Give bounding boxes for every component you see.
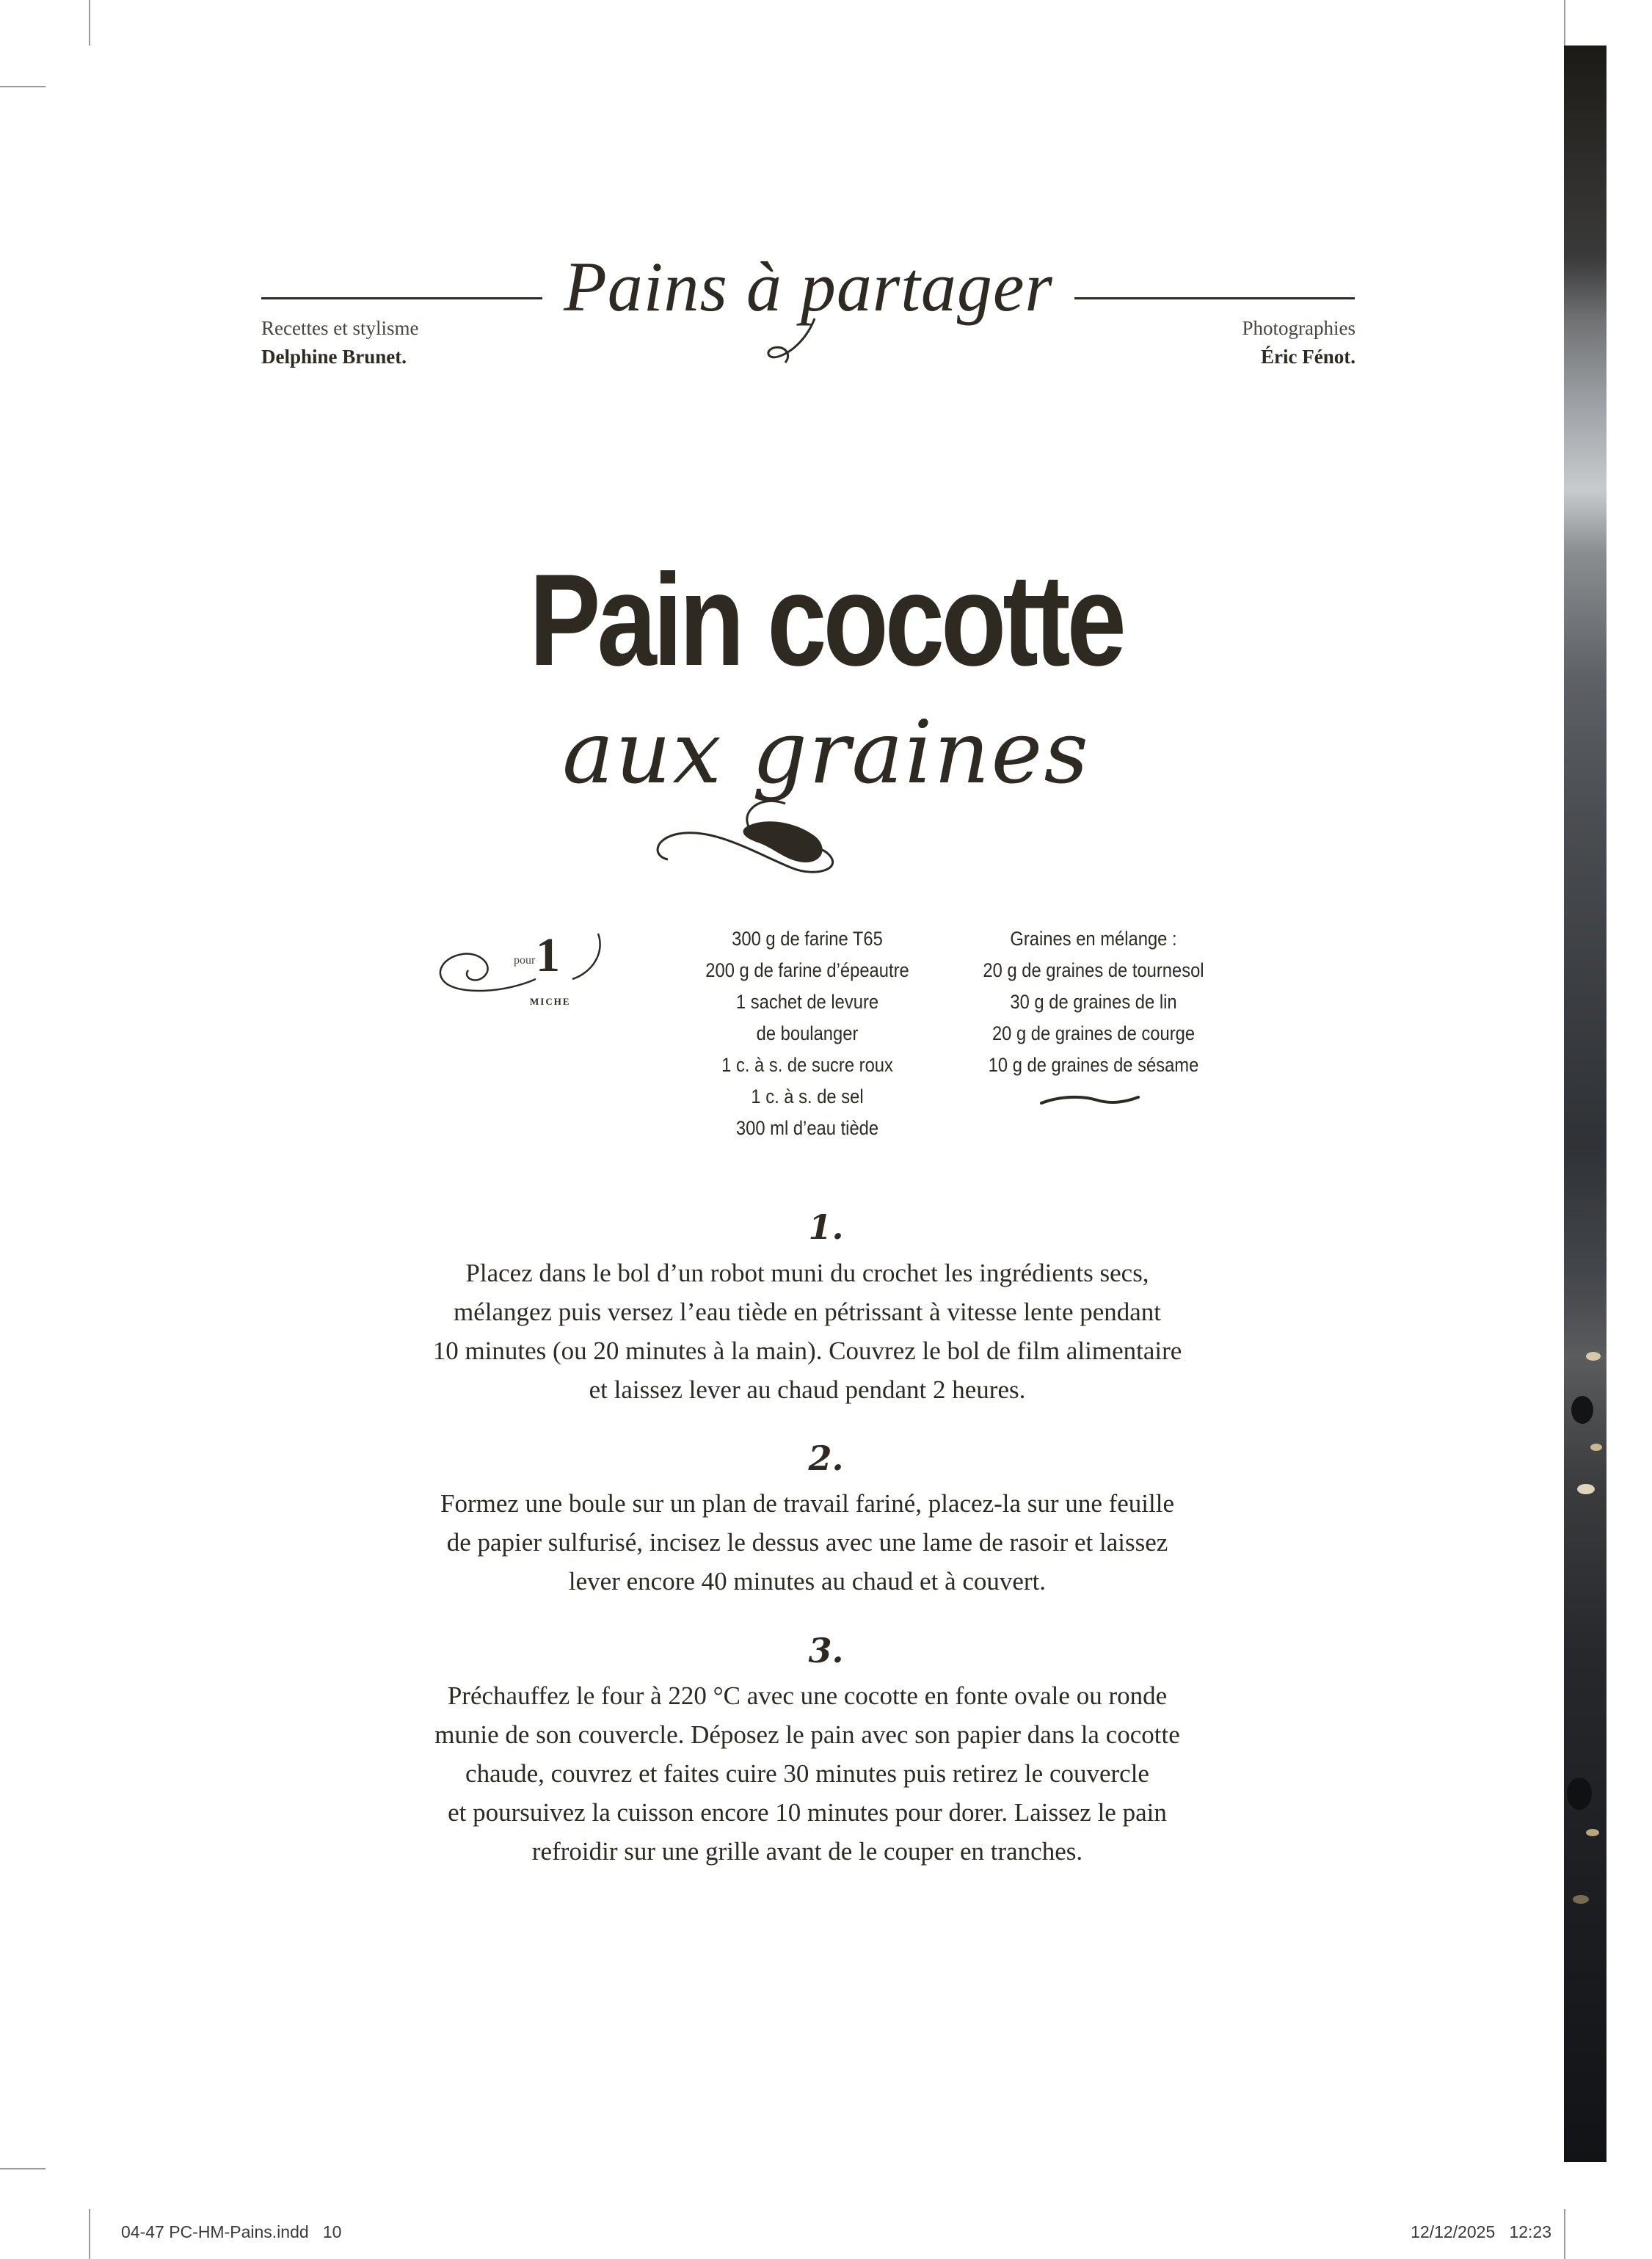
step-1-text [330, 1254, 1284, 1409]
crop-mark-top-right [1564, 0, 1565, 46]
ingredient-item: 30 g de graines de lin [1010, 991, 1177, 1013]
recipe-title: Pain cocotte [529, 547, 1123, 693]
ingredient-item: 300 g de farine T65 [732, 928, 883, 950]
left-credit-name: Delphine Brunet. [261, 346, 407, 368]
right-credit-label: Photographies [1242, 317, 1356, 339]
ingredient-item: 200 g de farine d’épeautre [705, 959, 909, 981]
header-rule-left [261, 297, 542, 299]
seed-decoration [1573, 1895, 1589, 1904]
recipe-subtitle: aux graines [562, 702, 1090, 803]
ingredient-item: 10 g de graines de sésame [988, 1054, 1199, 1076]
step-line: chaude, couvrez et faites cuire 30 minutes puis retirez le couvercle [465, 1759, 1149, 1788]
step-3-number: 3. [808, 1631, 844, 1670]
ingredient-item: 1 sachet de levure [735, 991, 879, 1013]
step-line: lever encore 40 minutes au chaud et à couvert. [568, 1567, 1047, 1596]
footer-date-slug: 12/12/2025 12:23 [1411, 2222, 1551, 2241]
ingredient-item: 20 g de graines de tournesol [983, 959, 1204, 981]
section-title-flourish [763, 316, 829, 367]
serving-pour: pour [514, 954, 536, 967]
right-credit-name: Éric Fénot. [1261, 346, 1356, 368]
step-line: Placez dans le bol d’un robot muni du crochet les ingrédients secs, [465, 1259, 1149, 1287]
ingredient-heading: Graines en mélange : [1010, 928, 1177, 950]
photo-bleed-strip [1564, 46, 1606, 2162]
ingredient-item: 300 ml d’eau tiède [735, 1117, 879, 1139]
ingredients-column-1 [697, 923, 917, 1144]
seed-decoration [1567, 1778, 1592, 1810]
step-line: munie de son couvercle. Déposez le pain avec son papier dans la cocotte [434, 1720, 1180, 1749]
crop-mark-left-top [0, 86, 46, 87]
footer-file-slug: 04-47 PC-HM-Pains.indd 10 [121, 2222, 342, 2241]
step-2-number: 2. [808, 1438, 844, 1478]
ingredient-item: 20 g de graines de courge [991, 1022, 1196, 1044]
step-line: Formez une boule sur un plan de travail fariné, placez-la sur une feuille [440, 1489, 1174, 1518]
ingredients-swash [1038, 1091, 1141, 1109]
step-line: et poursuivez la cuisson encore 10 minutes pour dorer. Laissez le pain [448, 1798, 1167, 1827]
seed-decoration [1586, 1829, 1599, 1836]
crop-mark-bottom-right [1564, 2209, 1565, 2259]
step-line: mélangez puis versez l’eau tiède en pétrissant à vitesse lente pendant [453, 1298, 1162, 1326]
step-line: refroidir sur une grille avant de le couper en tranches. [531, 1837, 1083, 1866]
step-2-text [330, 1484, 1284, 1601]
ingredient-item: 1 c. à s. de sucre roux [721, 1054, 893, 1076]
seed-decoration [1586, 1352, 1601, 1361]
header-rule-right [1074, 297, 1355, 299]
step-3-text [330, 1676, 1284, 1871]
seed-decoration [1571, 1396, 1593, 1424]
ingredients-column-2 [971, 923, 1216, 1081]
serving-flourish [433, 925, 616, 1013]
crop-mark-bottom-left [89, 2209, 90, 2259]
serving-number: 1 [536, 928, 560, 982]
title-swash-ornament [646, 796, 873, 877]
step-line: Préchauffez le four à 220 °C avec une cocotte en fonte ovale ou ronde [447, 1681, 1168, 1710]
ingredient-item: 1 c. à s. de sel [751, 1085, 864, 1107]
step-1-number: 1. [808, 1207, 844, 1247]
crop-mark-left-bottom [0, 2168, 46, 2169]
ingredient-item: de boulanger [756, 1022, 859, 1044]
serving-unit: MICHE [530, 996, 571, 1007]
crop-mark-top-left [89, 0, 90, 46]
step-line: 10 minutes (ou 20 minutes à la main). Couvrez le bol de film alimentaire [432, 1336, 1182, 1365]
section-title: Pains à partager [564, 247, 1053, 326]
step-line: et laissez lever au chaud pendant 2 heures. [589, 1375, 1026, 1404]
step-line: de papier sulfurisé, incisez le dessus avec une lame de rasoir et laissez [446, 1528, 1168, 1557]
left-credit-label: Recettes et stylisme [261, 317, 419, 339]
seed-decoration [1577, 1484, 1595, 1494]
